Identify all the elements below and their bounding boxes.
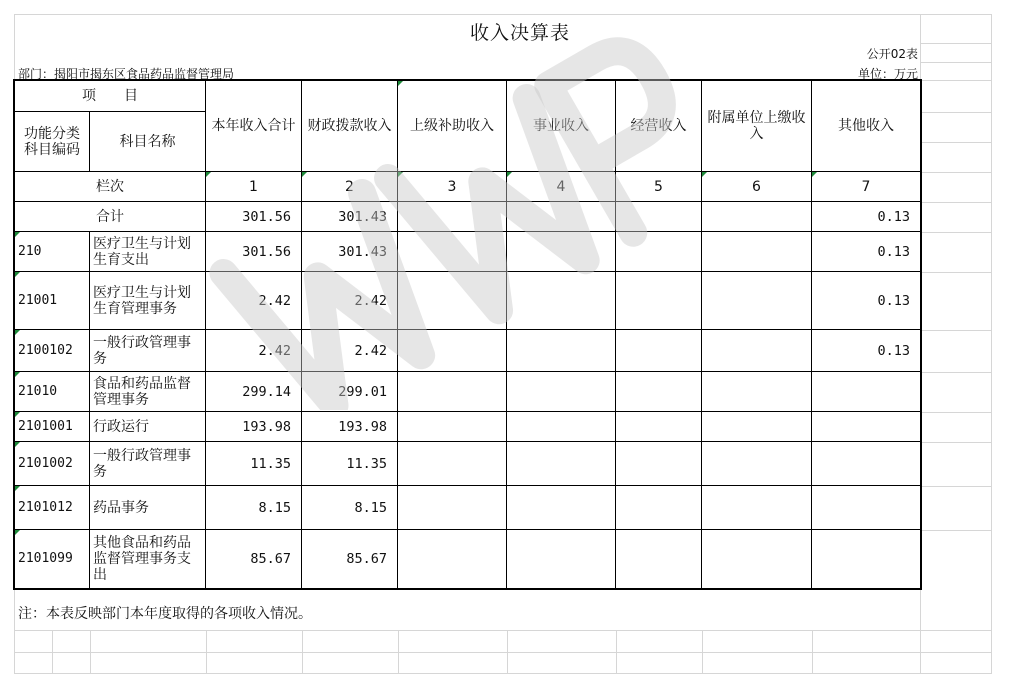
row-code: 21001 [15,272,90,330]
header-code: 功能分类科目编码 [15,112,90,172]
table-row [15,486,921,530]
row-fiscal: 85.67 [302,530,398,589]
header-business: 经营收入 [616,81,702,172]
table-title: 收入决算表 [469,22,570,44]
row-code: 2101002 [15,442,90,486]
row-fiscal: 2.42 [302,330,398,372]
table-row [15,372,921,412]
table-row [15,442,921,486]
grid-line [14,14,992,15]
grid-line [920,80,992,81]
empty-cell [616,232,702,272]
empty-cell [398,530,507,589]
row-total: 301.56 [206,232,302,272]
row-other [812,442,921,486]
grid-line [920,43,992,44]
income-table [14,80,921,589]
row-other [812,372,921,412]
row-code: 210 [15,232,90,272]
empty-cell [616,486,702,530]
empty-cell [507,442,616,486]
grid-line [920,112,992,113]
row-code: 2101001 [15,412,90,442]
table-row [15,530,921,589]
form-number: 公开02表 [866,47,918,61]
row-total: 8.15 [206,486,302,530]
empty-cell [507,486,616,530]
empty-cell [398,272,507,330]
grid-line [920,62,992,63]
row-other [812,412,921,442]
grid-line [812,630,813,674]
header-other: 其他收入 [812,81,921,172]
row-code: 2101012 [15,486,90,530]
grid-line [920,142,992,143]
column-number: 4 [507,172,616,202]
row-name: 药品事务 [90,486,206,530]
table-note: 注：本表反映部门本年度取得的各项收入情况。 [18,606,312,622]
grid-line [920,442,992,443]
row-name: 医疗卫生与计划生育支出 [90,232,206,272]
header-name: 科目名称 [90,112,206,172]
empty-cell [398,412,507,442]
empty-cell [702,486,812,530]
header-total: 本年收入合计 [206,81,302,172]
row-fiscal: 2.42 [302,272,398,330]
sum-total: 301.56 [206,202,302,232]
row-other: 0.13 [812,330,921,372]
grid-line [302,630,303,674]
empty-cell [702,442,812,486]
empty-cell [398,232,507,272]
empty-cell [507,202,616,232]
empty-cell [507,232,616,272]
empty-cell [702,372,812,412]
column-number-row [15,172,921,202]
header-superior: 上级补助收入 [398,81,507,172]
sum-row [15,202,921,232]
empty-cell [398,372,507,412]
column-number: 7 [812,172,921,202]
grid-line [14,673,992,674]
empty-cell [702,412,812,442]
empty-cell [507,272,616,330]
empty-cell [702,272,812,330]
empty-cell [507,412,616,442]
empty-cell [616,272,702,330]
empty-cell [398,330,507,372]
empty-cell [398,202,507,232]
empty-cell [398,442,507,486]
row-total: 299.14 [206,372,302,412]
row-name: 食品和药品监督管理事务 [90,372,206,412]
column-number-label: 栏次 [15,172,206,202]
row-name: 行政运行 [90,412,206,442]
grid-line [507,630,508,674]
table-row [15,330,921,372]
empty-cell [507,372,616,412]
row-fiscal: 299.01 [302,372,398,412]
row-other [812,486,921,530]
grid-line [920,330,992,331]
row-name: 其他食品和药品监督管理事务支出 [90,530,206,589]
department-label: 部门：揭阳市揭东区食品药品监督管理局 [18,67,235,81]
empty-cell [507,330,616,372]
row-total: 2.42 [206,272,302,330]
empty-cell [702,330,812,372]
grid-line [920,232,992,233]
header-career: 事业收入 [507,81,616,172]
empty-cell [702,202,812,232]
column-number: 2 [302,172,398,202]
grid-line [52,630,53,674]
row-fiscal: 301.43 [302,232,398,272]
column-number: 3 [398,172,507,202]
empty-cell [702,232,812,272]
table-row [15,232,921,272]
grid-line [920,202,992,203]
row-fiscal: 193.98 [302,412,398,442]
grid-line [920,172,992,173]
grid-line [920,272,992,273]
grid-line [991,14,992,674]
empty-cell [616,202,702,232]
column-number: 1 [206,172,302,202]
column-number: 5 [616,172,702,202]
unit-label: 单位：万元 [857,67,918,81]
header-item: 项 目 [15,81,206,112]
empty-cell [616,330,702,372]
grid-line [206,630,207,674]
empty-cell [398,486,507,530]
row-other: 0.13 [812,272,921,330]
empty-cell [507,530,616,589]
header-row-1 [15,81,921,112]
column-number: 6 [702,172,812,202]
row-code: 2100102 [15,330,90,372]
sum-fiscal: 301.43 [302,202,398,232]
grid-line [702,630,703,674]
header-fiscal: 财政拨款收入 [302,81,398,172]
grid-line [920,486,992,487]
row-total: 85.67 [206,530,302,589]
row-fiscal: 11.35 [302,442,398,486]
empty-cell [616,442,702,486]
grid-line [90,630,91,674]
row-name: 一般行政管理事务 [90,442,206,486]
row-name: 医疗卫生与计划生育管理事务 [90,272,206,330]
header-affiliated: 附属单位上缴收入 [702,81,812,172]
row-total: 193.98 [206,412,302,442]
table-row [15,272,921,330]
grid-line [398,630,399,674]
row-other: 0.13 [812,232,921,272]
empty-cell [616,372,702,412]
sum-label: 合计 [15,202,206,232]
grid-line [920,412,992,413]
grid-line [14,652,992,653]
row-fiscal: 8.15 [302,486,398,530]
table-row [15,412,921,442]
grid-line [920,372,992,373]
row-other [812,530,921,589]
row-total: 2.42 [206,330,302,372]
row-name: 一般行政管理事务 [90,330,206,372]
empty-cell [702,530,812,589]
sum-other: 0.13 [812,202,921,232]
empty-cell [616,530,702,589]
grid-line [616,630,617,674]
row-code: 2101099 [15,530,90,589]
empty-cell [616,412,702,442]
grid-line [920,530,992,531]
row-code: 21010 [15,372,90,412]
row-total: 11.35 [206,442,302,486]
grid-line [14,630,992,631]
